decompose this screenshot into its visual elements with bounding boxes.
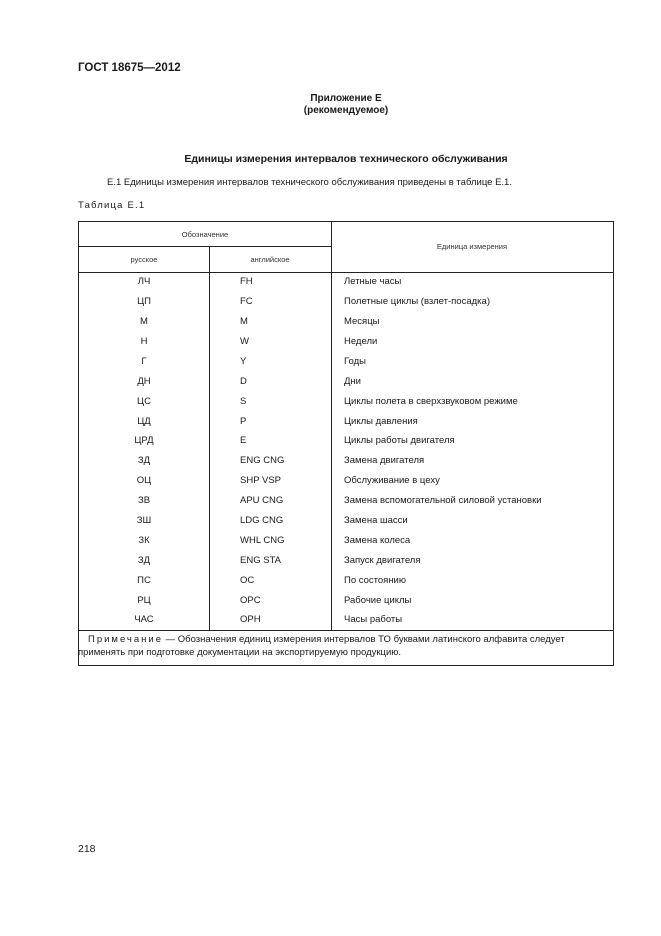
table-row (79, 515, 613, 529)
cell-russian: ЛЧ (137, 276, 151, 287)
table-caption: Таблица Е.1 (78, 200, 146, 211)
cell-unit: Месяцы (344, 316, 380, 327)
cell-english: W (240, 336, 249, 347)
header-designation: Обозначение (181, 230, 229, 239)
cell-unit: Замена колеса (344, 535, 411, 546)
header-bottom-line (79, 272, 613, 273)
cell-unit: Обслуживание в цеху (344, 475, 440, 486)
header-divider-horizontal-sub (79, 246, 331, 247)
table-row (79, 614, 613, 628)
cell-unit: Часы работы (344, 614, 403, 625)
intro-paragraph: Е.1 Единицы измерения интервалов технического обслуживания приведены в таблице Е.1. (107, 177, 512, 188)
note-text: — Обозначения единиц измерения интервалов ТО буквами латинского алфавита следует применять при подготовке документации на экспортируемую продукцию. (78, 634, 565, 658)
cell-english: OPC (240, 595, 261, 606)
cell-unit: Летные часы (344, 276, 402, 287)
table-row (79, 595, 613, 609)
cell-russian: М (140, 316, 148, 327)
table-row (79, 376, 613, 390)
table-row (79, 316, 613, 330)
cell-unit: Недели (344, 336, 378, 347)
section-heading: Единицы измерения интервалов технического обслуживания (184, 153, 508, 165)
cell-unit: Замена вспомогательной силовой установки (344, 495, 542, 506)
note-top-line (79, 630, 613, 631)
cell-russian: ЗК (138, 535, 150, 546)
cell-english: OC (240, 575, 255, 586)
table-note (78, 633, 614, 659)
cell-unit: Замена шасси (344, 515, 408, 526)
cell-english: S (240, 396, 247, 407)
cell-english: P (240, 416, 247, 427)
cell-english: WHL CNG (240, 535, 285, 546)
cell-unit: Циклы работы двигателя (344, 435, 455, 446)
cell-unit: Запуск двигателя (344, 555, 421, 566)
header-english: английское (250, 255, 290, 264)
table-row (79, 296, 613, 310)
cell-russian: ЦД (137, 416, 151, 427)
cell-english: Y (240, 356, 247, 367)
cell-unit: Годы (344, 356, 366, 367)
table-row (79, 535, 613, 549)
cell-english: D (240, 376, 247, 387)
appendix-subtitle: (рекомендуемое) (303, 105, 389, 116)
page-number: 218 (78, 843, 96, 855)
appendix-title: Приложение Е (310, 93, 382, 104)
cell-english: FC (240, 296, 253, 307)
cell-russian: ЧАС (134, 614, 154, 625)
note-label: Примечание (88, 634, 163, 645)
cell-english: LDG CNG (240, 515, 284, 526)
cell-unit: По состоянию (344, 575, 406, 586)
cell-russian: ЗШ (136, 515, 152, 526)
table-row (79, 575, 613, 589)
cell-russian: ЗВ (137, 495, 151, 506)
cell-unit: Дни (344, 376, 361, 387)
cell-russian: Г (141, 356, 147, 367)
cell-russian: ЗД (137, 455, 151, 466)
cell-russian: ПС (137, 575, 151, 586)
cell-english: APU CNG (240, 495, 284, 506)
cell-russian: ЗД (137, 555, 151, 566)
table-row (79, 455, 613, 469)
cell-unit: Циклы давления (344, 416, 418, 427)
table-row (79, 336, 613, 350)
cell-unit: Замена двигателя (344, 455, 425, 466)
cell-english: FH (240, 276, 253, 287)
cell-russian: Н (140, 336, 148, 347)
cell-english: ENG CNG (240, 455, 285, 466)
table-row (79, 435, 613, 449)
cell-russian: ЦС (137, 396, 151, 407)
table-row (79, 356, 613, 370)
cell-russian: ДН (137, 376, 151, 387)
cell-unit: Полетные циклы (взлет-посадка) (344, 296, 490, 307)
cell-russian: ЦРД (134, 435, 154, 446)
document-code: ГОСТ 18675—2012 (78, 62, 181, 74)
cell-english: ENG STA (240, 555, 281, 566)
table-row (79, 276, 613, 290)
cell-english: SHP VSP (240, 475, 282, 486)
table-row (79, 495, 613, 509)
cell-english: OPH (240, 614, 261, 625)
cell-unit: Рабочие циклы (344, 595, 412, 606)
units-table (78, 221, 614, 666)
header-russian: русское (130, 255, 158, 264)
cell-english: E (240, 435, 247, 446)
cell-russian: ЦП (137, 296, 151, 307)
table-row (79, 555, 613, 569)
cell-unit: Циклы полета в сверхзвуковом режиме (344, 396, 518, 407)
cell-russian: РЦ (137, 595, 151, 606)
cell-russian: ОЦ (136, 475, 152, 486)
header-unit: Единица измерения (436, 242, 508, 251)
table-row (79, 475, 613, 489)
cell-english: M (240, 316, 248, 327)
table-row (79, 396, 613, 410)
table-row (79, 416, 613, 430)
